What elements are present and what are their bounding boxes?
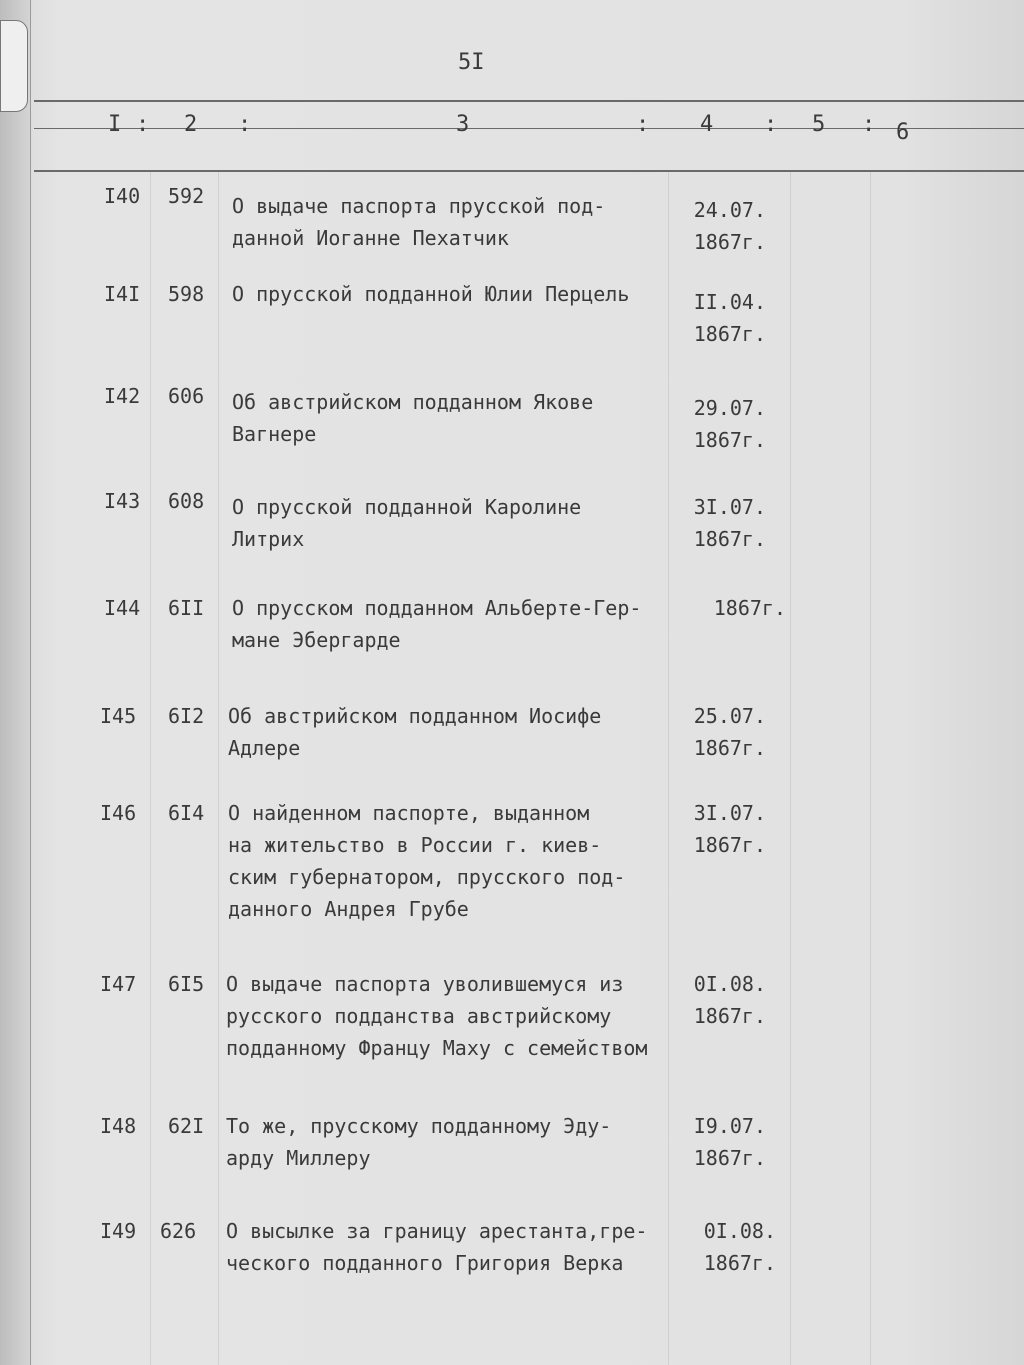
case-title: О прусской подданной Юлии Перцель [232, 282, 630, 306]
item-number: I40 [104, 184, 141, 208]
item-number: I43 [104, 489, 141, 513]
item-number: I48 [100, 1114, 137, 1138]
case-title: О выдаче паспорта прусской под- данной Иоганне Пехатчик [232, 194, 606, 250]
case-date: 1867г. [713, 596, 786, 620]
case-title: То же, прусскому подданному Эду- арду Миллеру [226, 1114, 612, 1170]
case-number: 6I2 [168, 704, 205, 728]
case-date: 0I.08. 1867г. [703, 1219, 776, 1275]
binding-spine [0, 0, 31, 1365]
col-sep: : [238, 112, 252, 137]
case-title: О найденном паспорте, выданном на жительство в России г. киев- ским губернатором, прусского под- данного Андрея Грубе [228, 801, 626, 921]
item-number: I42 [104, 384, 141, 408]
header-top-rule [34, 100, 1024, 102]
column-divider [870, 172, 871, 1365]
case-date: 24.07. 1867г. [693, 198, 766, 254]
case-date: 3I.07. 1867г. [693, 801, 766, 857]
case-number: 608 [168, 489, 205, 513]
case-date: 29.07. 1867г. [693, 396, 766, 452]
case-title: О прусской подданной Каролине Литрих [232, 495, 582, 551]
case-number: 6I4 [168, 801, 205, 825]
header-mid-rule [34, 128, 1024, 129]
col-sep: : [636, 112, 650, 137]
case-number: 606 [168, 384, 205, 408]
col-sep: : [764, 112, 778, 137]
binding-label [0, 20, 28, 112]
case-number: 592 [168, 184, 205, 208]
col-header-6: 6 [896, 120, 910, 145]
item-number: I49 [100, 1219, 137, 1243]
column-divider [790, 172, 791, 1365]
case-number: 6II [168, 596, 205, 620]
case-title: О высылке за границу арестанта,гре- ческого подданного Григория Верка [226, 1219, 648, 1275]
case-number: 626 [160, 1219, 197, 1243]
col-header-4: 4 [700, 112, 714, 137]
case-title: О прусском подданном Альберте-Гер- мане Эбергарде [232, 596, 642, 652]
case-date: II.04. 1867г. [693, 290, 766, 346]
item-number: I4I [104, 282, 141, 306]
col-header-5: 5 [812, 112, 826, 137]
case-number: 6I5 [168, 972, 205, 996]
page-number: 5I [458, 50, 485, 75]
item-number: I46 [100, 801, 137, 825]
case-number: 598 [168, 282, 205, 306]
case-title: О выдаче паспорта уволившемуся из русского подданства австрийскому подданному Францу Маху с семейством [226, 972, 648, 1060]
case-title: Об австрийском подданном Иосифе Адлере [228, 704, 602, 760]
col-header-2: 2 [184, 112, 198, 137]
case-date: 25.07. 1867г. [693, 704, 766, 760]
case-date: 0I.08. 1867г. [693, 972, 766, 1028]
column-divider [668, 172, 669, 1365]
col-header-3: 3 [456, 112, 470, 137]
case-title: Об австрийском подданном Якове Вагнере [232, 390, 594, 446]
col-sep: : [862, 112, 876, 137]
item-number: I47 [100, 972, 137, 996]
item-number: I45 [100, 704, 137, 728]
column-divider [218, 172, 219, 1365]
item-number: I44 [104, 596, 141, 620]
case-number: 62I [168, 1114, 205, 1138]
col-sep: : [136, 112, 150, 137]
case-date: I9.07. 1867г. [693, 1114, 766, 1170]
case-date: 3I.07. 1867г. [693, 495, 766, 551]
header-bottom-rule [34, 170, 1024, 172]
column-divider [150, 172, 151, 1365]
col-header-1: I [108, 112, 122, 137]
